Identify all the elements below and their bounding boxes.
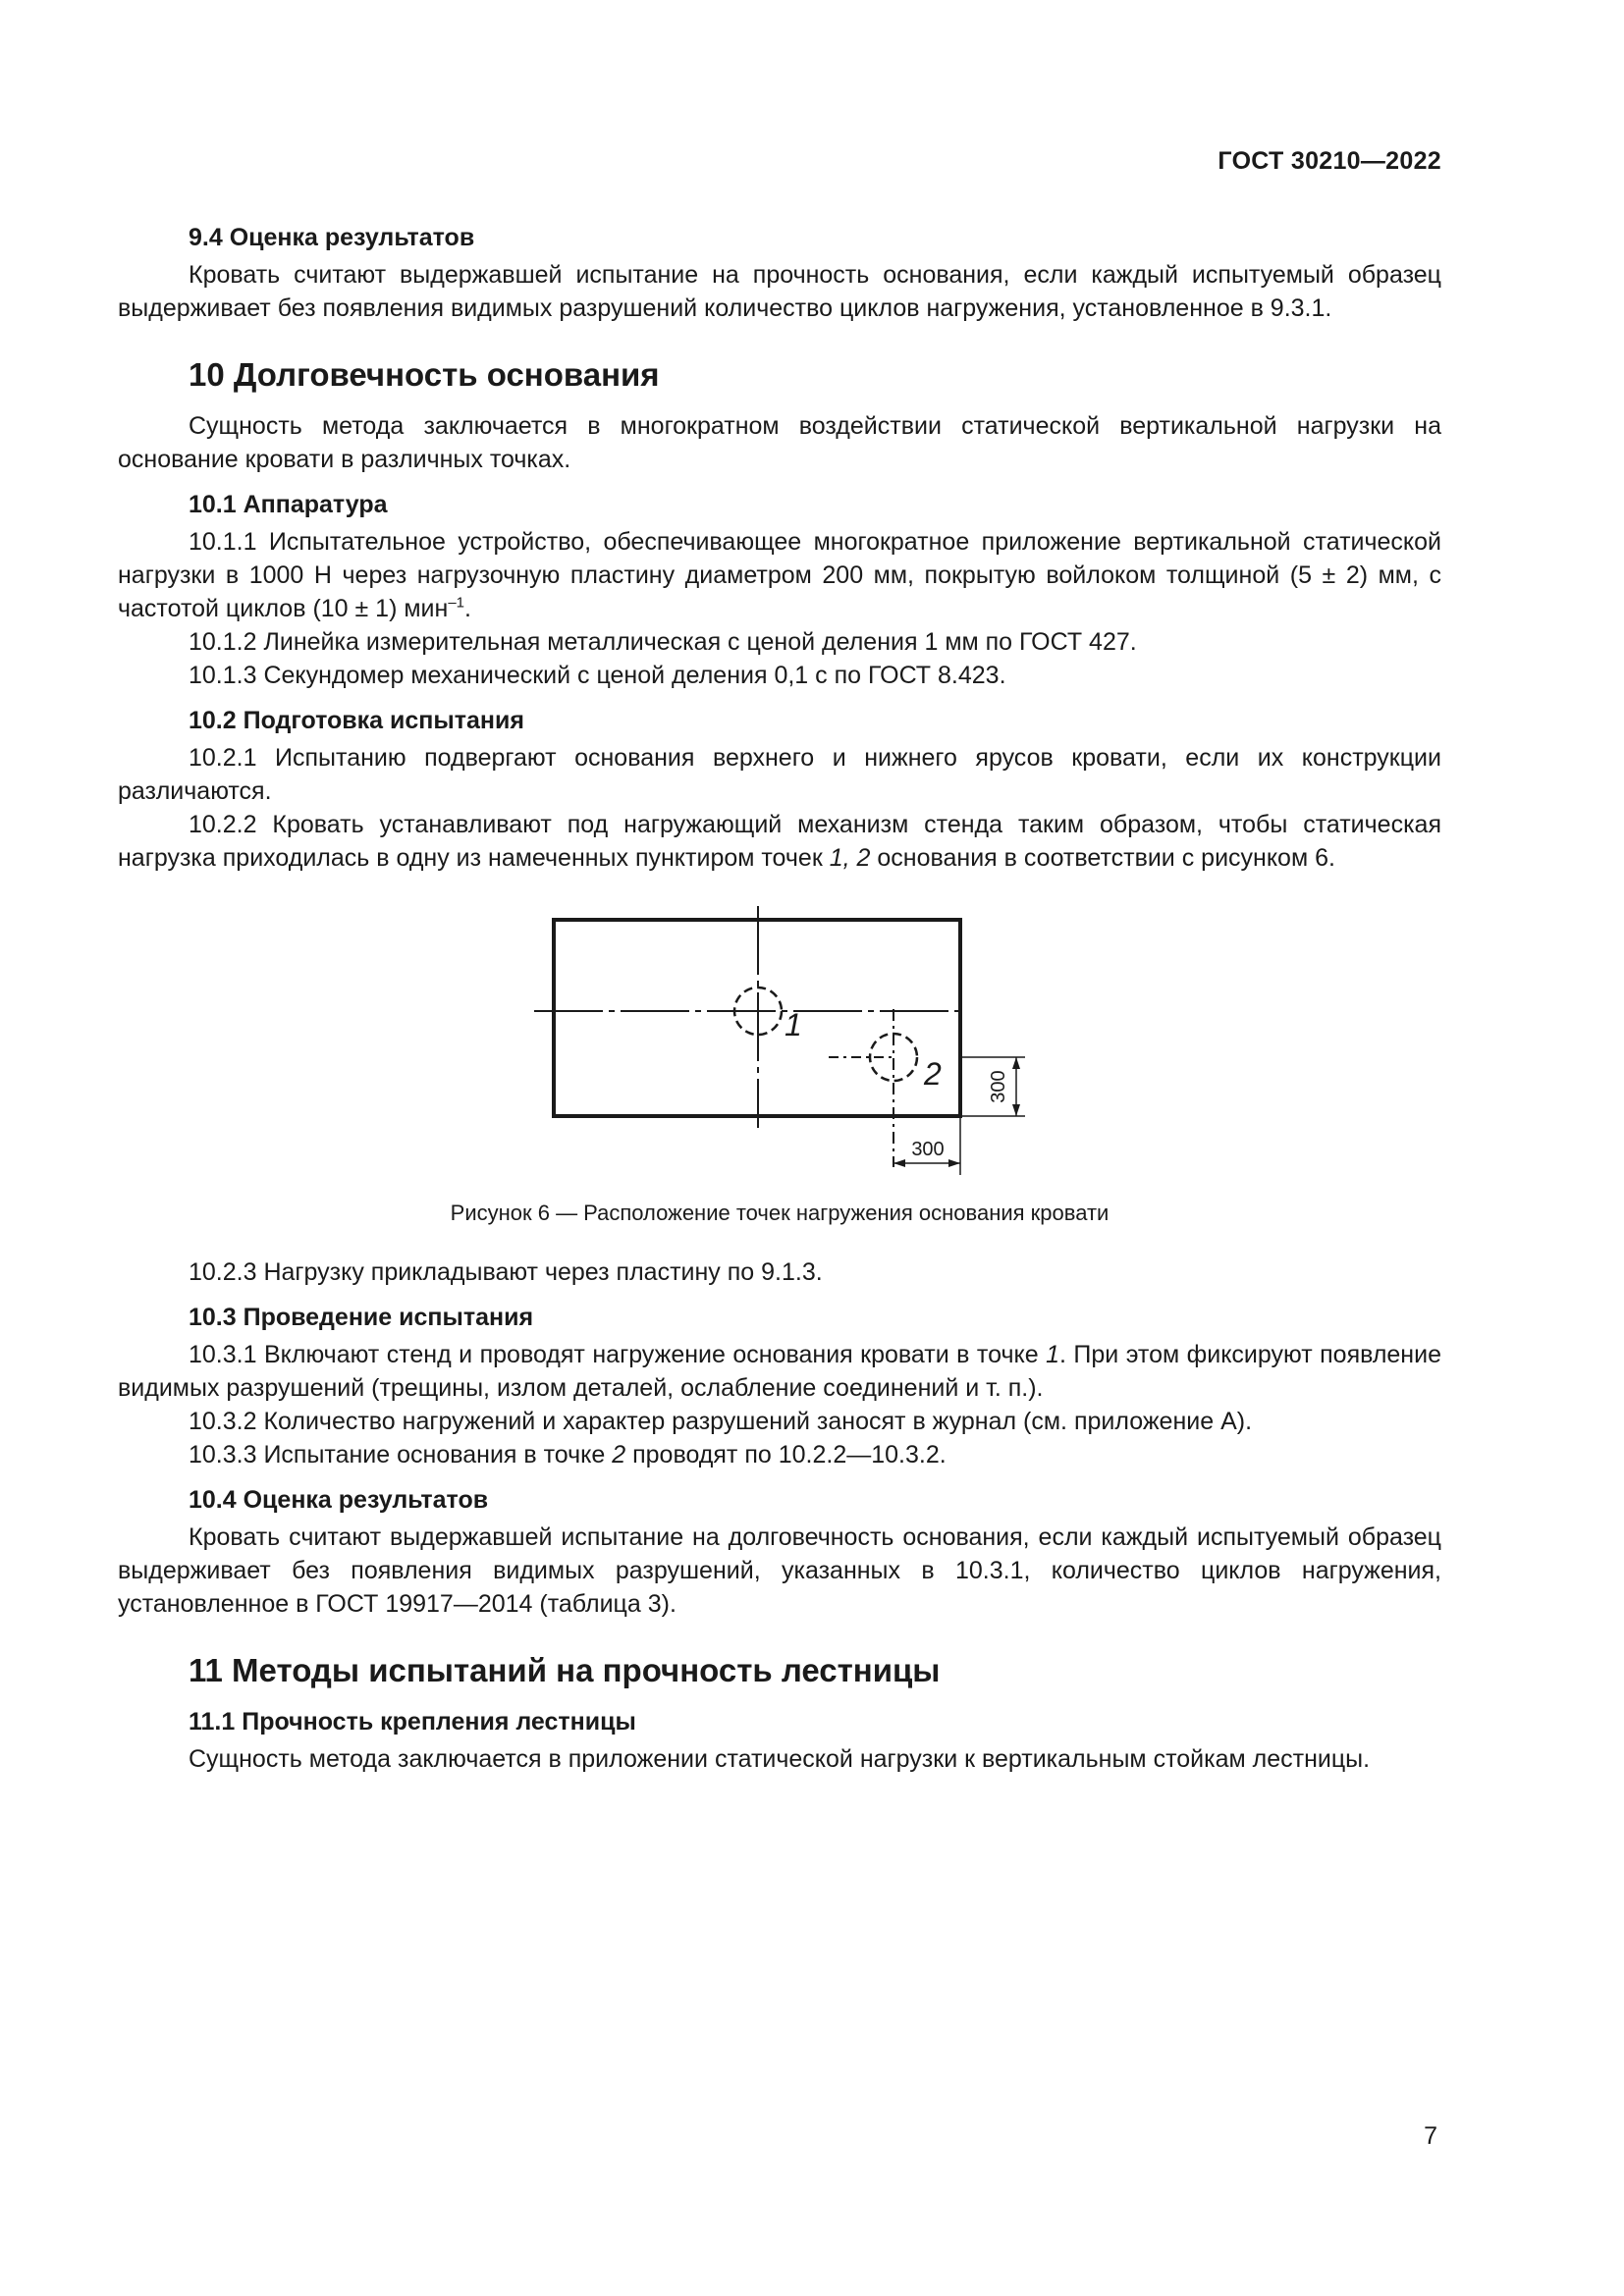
- document-id-header: ГОСТ 30210—2022: [1218, 147, 1441, 175]
- horizontal-dimension-label: 300: [911, 1139, 945, 1160]
- paragraph-10-1-2: 10.1.2 Линейка измерительная металлическая с ценой деления 1 мм по ГОСТ 427.: [189, 628, 1137, 656]
- point-1-label: 1: [785, 1007, 802, 1042]
- paragraph-10-2-2: 10.2.2 Кровать устанавливают под нагружающий механизм стенда таким образом, чтобы статическая нагрузка приходилась в одну из намеченных пунктиром точек 1, 2 основания в соответствии с рисунком 6.: [118, 811, 1441, 872]
- dimension-arrow-down: [1012, 1104, 1020, 1116]
- section-11-title: 11 Методы испытаний на прочность лестницы: [189, 1652, 941, 1688]
- vertical-dimension-label: 300: [988, 1070, 1009, 1103]
- section-9-4-title: 9.4 Оценка результатов: [189, 224, 475, 251]
- figure-6-loading-points-diagram: [118, 900, 1441, 1175]
- section-10-4-title: 10.4 Оценка результатов: [189, 1486, 489, 1514]
- paragraph-10-4: Кровать считают выдержавшей испытание на долговечность основания, если каждый испытуемый образец выдерживает без появления видимых разрушений, указанных в 10.3.1, количество циклов нагружения, установленное в ГОСТ 19917—2014 (таблица 3).: [118, 1523, 1441, 1618]
- section-10-2-title: 10.2 Подготовка испытания: [189, 707, 524, 734]
- page-number: 7: [1424, 2122, 1437, 2150]
- section-9-4-paragraph: Кровать считают выдержавшей испытание на прочность основания, если каждый испытуемый образец выдерживает без появления видимых разрушений количество циклов нагружения, установленное в 9.3.1.: [118, 261, 1441, 322]
- section-10-intro: Сущность метода заключается в многократном воздействии статической вертикальной нагрузки на основание кровати в различных точках.: [118, 412, 1441, 473]
- section-10-1-title: 10.1 Аппаратура: [189, 491, 388, 518]
- dimension-arrow-left: [893, 1159, 905, 1167]
- paragraph-10-2-3: 10.2.3 Нагрузку прикладывают через пластину по 9.1.3.: [189, 1258, 823, 1286]
- section-10-title: 10 Долговечность основания: [189, 356, 660, 393]
- paragraph-10-3-2: 10.3.2 Количество нагружений и характер разрушений заносят в журнал (см. приложение А).: [189, 1408, 1253, 1435]
- dimension-arrow-right: [948, 1159, 960, 1167]
- point-2-label: 2: [924, 1056, 942, 1092]
- paragraph-10-2-1: 10.2.1 Испытанию подвергают основания верхнего и нижнего ярусов кровати, если их конструкции различаются.: [118, 744, 1441, 805]
- paragraph-10-1-1: 10.1.1 Испытательное устройство, обеспечивающее многократное приложение вертикальной статической нагрузки в 1000 Н через нагрузочную пластину диаметром 200 мм, покрытую войлоком толщиной (5 ± 2) мм, с частотой циклов (10 ± 1) мин$^{-1}$.: [118, 528, 1441, 622]
- paragraph-10-3-3: 10.3.3 Испытание основания в точке 2 проводят по 10.2.2—10.3.2.: [189, 1441, 947, 1468]
- dimension-arrow-up: [1012, 1057, 1020, 1069]
- section-10-3-title: 10.3 Проведение испытания: [189, 1304, 534, 1331]
- paragraph-10-1-3: 10.1.3 Секундомер механический с ценой деления 0,1 с по ГОСТ 8.423.: [189, 662, 1006, 689]
- page-content: [118, 221, 1441, 1776]
- paragraph-10-3-1: 10.3.1 Включают стенд и проводят нагружение основания кровати в точке 1. При этом фиксируют появление видимых разрушений (трещины, излом деталей, ослабление соединений и т. п.).: [118, 1341, 1441, 1402]
- figure-6-caption: Рисунок 6 — Расположение точек нагружения основания кровати: [450, 1201, 1110, 1225]
- section-11-1-title: 11.1 Прочность крепления лестницы: [189, 1708, 636, 1735]
- paragraph-11-1: Сущность метода заключается в приложении статической нагрузки к вертикальным стойкам лестницы.: [189, 1745, 1371, 1773]
